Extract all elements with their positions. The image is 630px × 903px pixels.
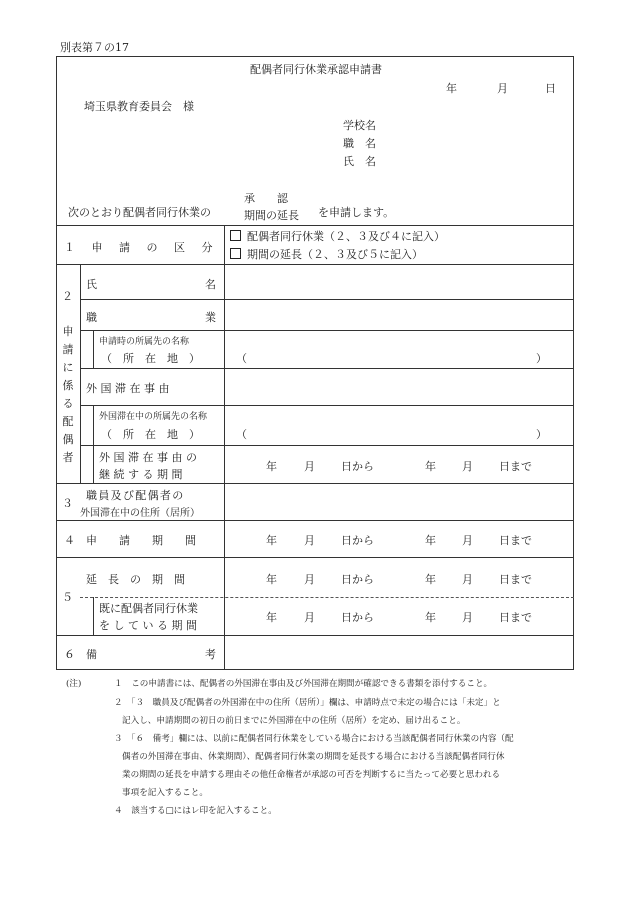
period-to: 日まで (499, 611, 532, 624)
period-year: 年 (266, 534, 277, 547)
period-year: 年 (425, 460, 436, 473)
column-divider (93, 330, 94, 368)
note-2-cont: 記入し、申請期間の初日の前日までに外国滞在中の住所（居所）を定め、届け出ること。 (122, 716, 466, 726)
period-month: 月 (462, 611, 473, 624)
period-year: 年 (425, 573, 436, 586)
period-from: 日から (341, 460, 374, 473)
date-year: 年 (446, 82, 457, 95)
period-from: 日から (341, 534, 374, 547)
school-name-label: 学校名 (343, 119, 376, 132)
foreign-period-label: 外 国 滞 在 事 由 の (99, 451, 197, 464)
period-month: 月 (304, 573, 315, 586)
period-month: 月 (462, 460, 473, 473)
period-year: 年 (425, 534, 436, 547)
note-3-cont: 偶者の外国滞在事由、休業期間）、配偶者同行休業の期間を延長する場合における当該配偶者同行休 (122, 752, 505, 762)
date-month: 月 (497, 82, 508, 95)
period-to: 日まで (499, 534, 532, 547)
period-from: 日から (341, 611, 374, 624)
form-number: 別表第７の17 (60, 41, 129, 54)
request-option-extension: 期間の延長 (244, 209, 299, 222)
form-title: 配偶者同行休業承認申請書 (250, 63, 382, 76)
note-3-cont: 事項を記入すること。 (122, 788, 208, 798)
foreign-affiliation-label: 外国滞在中の所属先の名称 (99, 412, 208, 422)
note-3-cont: 業の期間の延長を申請する理由その他任命権者が承認の可否を判断するに当たって必要と思われる (122, 770, 501, 780)
period-year: 年 (425, 611, 436, 624)
section-5-number: ５ (62, 591, 73, 604)
request-suffix: を申請します。 (318, 206, 395, 219)
rule (56, 635, 574, 636)
rule (80, 299, 574, 300)
section-4-label: ４ 申 請 期 間 (64, 534, 196, 547)
notes-label: (注) (66, 679, 82, 689)
section-5-current-label-2: を し て い る 期 間 (99, 619, 197, 632)
section-3-label: 職員及び配偶者の (86, 489, 185, 502)
rule (80, 445, 574, 446)
column-divider (80, 264, 81, 483)
period-from: 日から (341, 573, 374, 586)
section-6-label: ６ 備 (64, 648, 97, 661)
category-option-leave: 配偶者同行休業（２、３及び４に記入） (230, 228, 445, 244)
name-label-end: 名 (205, 278, 216, 291)
foreign-paren-close: ） (536, 428, 547, 441)
rule (56, 225, 574, 226)
date-day: 日 (545, 82, 556, 95)
rule (56, 483, 574, 484)
section-5-label: 延 長 の 期 間 (86, 573, 185, 586)
foreign-period-label-2: 継 続 す る 期 間 (99, 468, 183, 481)
note-3: ３ 「６ 備考」欄には、以前に配偶者同行休業をしている場合における当該配偶者同行休業の内容（配 (114, 734, 514, 744)
rule (56, 264, 574, 265)
affiliation-paren-open: （ (236, 352, 247, 365)
checkbox[interactable] (230, 230, 241, 241)
period-to: 日まで (499, 573, 532, 586)
section-5-current-label: 既に配偶者同行休業 (99, 602, 198, 615)
period-to: 日まで (499, 460, 532, 473)
period-year: 年 (266, 460, 277, 473)
affiliation-location-label: （ 所 在 地 ） (101, 352, 200, 365)
column-divider (224, 225, 225, 670)
column-divider (93, 405, 94, 483)
occupation-label-end: 業 (205, 311, 216, 324)
note-1: １ この申請書には、配偶者の外国滞在事由及び外国滞在期間が確認できる書類を添付すること。 (114, 679, 493, 689)
addressee: 埼玉県教育委員会 様 (84, 100, 194, 113)
period-month: 月 (304, 534, 315, 547)
applicant-name-label: 氏 名 (343, 155, 376, 168)
request-prefix: 次のとおり配偶者同行休業の (68, 206, 211, 219)
note-2: ２ 「３ 職員及び配偶者の外国滞在中の住所（居所）」欄は、申請時点で未定の場合には「未定」と (114, 698, 501, 708)
foreign-reason-label: 外 国 滞 在 事 由 (86, 382, 170, 395)
foreign-location-label: （ 所 在 地 ） (101, 428, 200, 441)
rule (56, 557, 574, 558)
period-year: 年 (266, 611, 277, 624)
period-month: 月 (304, 611, 315, 624)
affiliation-paren-close: ） (536, 352, 547, 365)
name-label: 氏 (86, 278, 97, 291)
period-month: 月 (462, 573, 473, 586)
occupation-label: 職 (86, 311, 97, 324)
column-divider (93, 597, 94, 635)
section-2-vertical-label: 申 請 に 係 る 配 偶 者 (62, 325, 74, 464)
rule (80, 330, 574, 331)
rule (80, 405, 574, 406)
category-label: １ 申 請 の 区 分 (64, 241, 216, 254)
category-option-extension: 期間の延長（２、３及び５に記入） (230, 246, 423, 262)
period-month: 月 (304, 460, 315, 473)
rule (56, 520, 574, 521)
section-2-number: ２ (62, 290, 73, 303)
position-label: 職 名 (343, 137, 376, 150)
affiliation-label: 申請時の所属先の名称 (99, 337, 190, 347)
section-3-number: ３ (62, 497, 73, 510)
foreign-paren-open: （ (236, 428, 247, 441)
checkbox[interactable] (230, 248, 241, 259)
request-option-approval: 承 認 (244, 192, 288, 205)
period-year: 年 (266, 573, 277, 586)
section-3-label-2: 外国滞在中の住所（居所） (80, 508, 200, 519)
period-month: 月 (462, 534, 473, 547)
section-6-label-end: 考 (205, 648, 216, 661)
note-4: ４ 該当する□にはレ印を記入すること。 (114, 806, 277, 816)
rule (80, 368, 574, 369)
rule-dashed (80, 597, 574, 598)
